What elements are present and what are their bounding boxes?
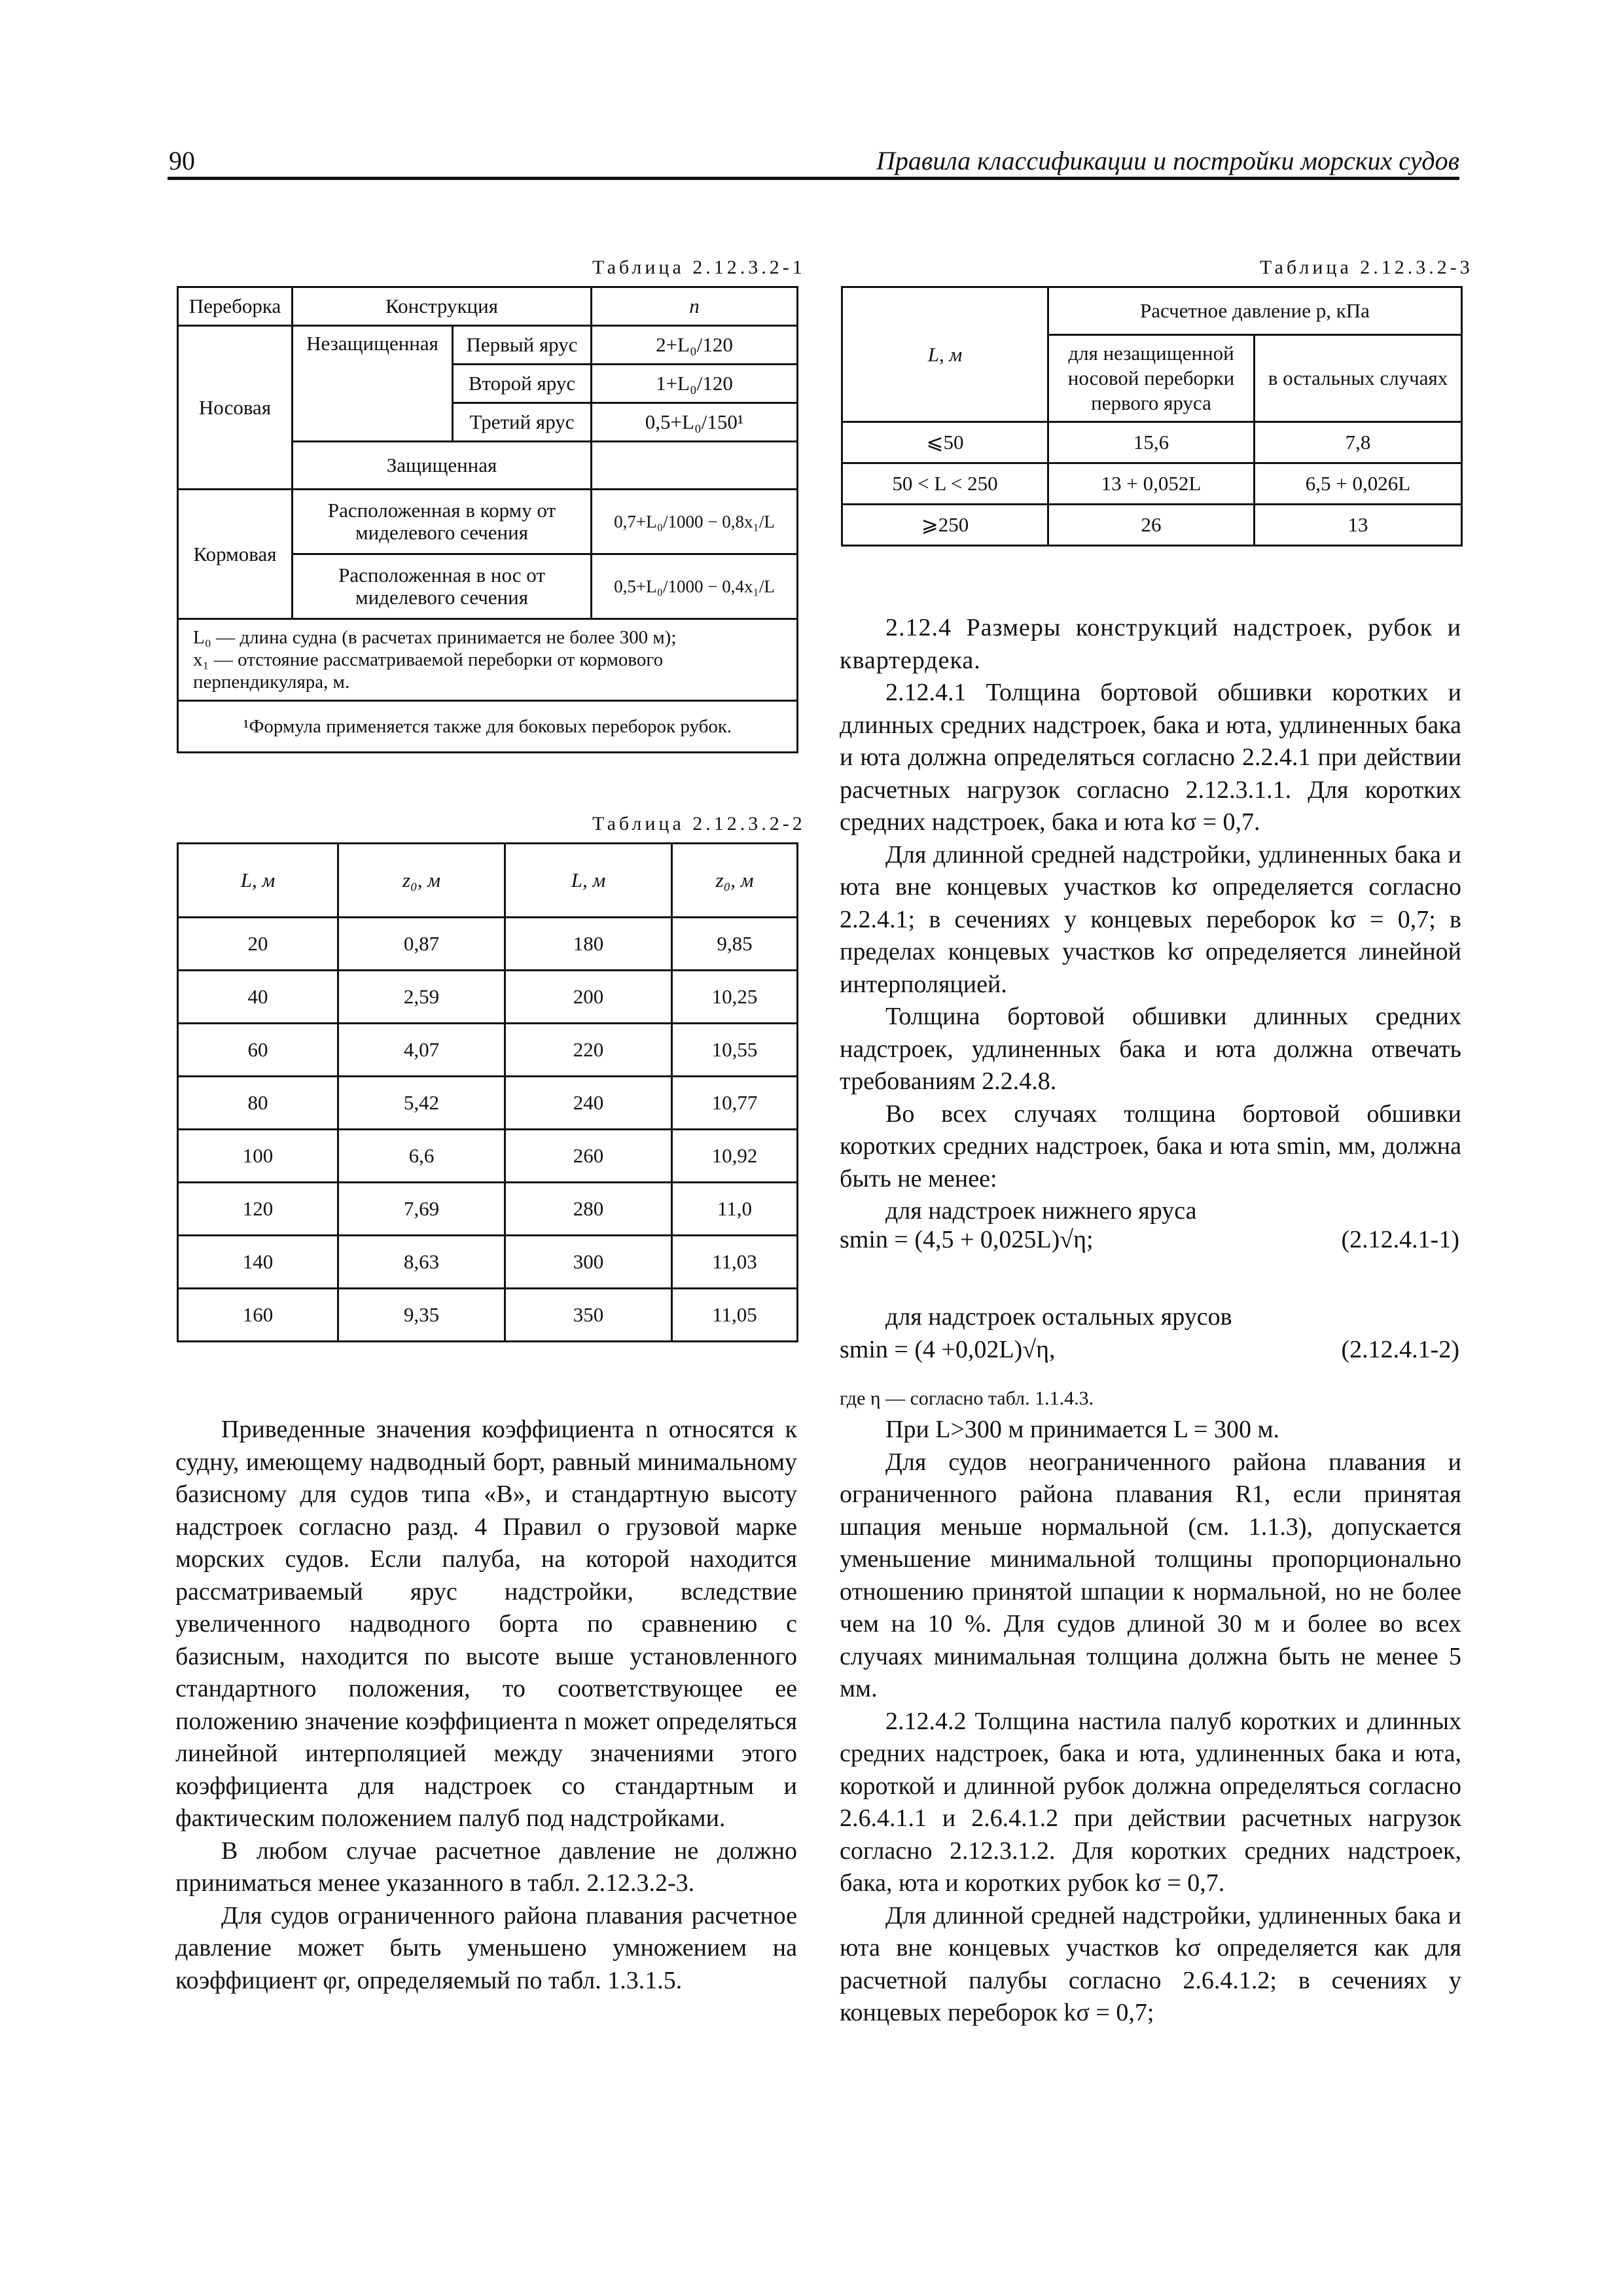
table-cell: 40 (178, 971, 338, 1024)
table-cell: Третий ярус (453, 403, 592, 442)
table-header-cell: Конструкция (293, 287, 592, 326)
where-note: где η — согласно табл. 1.1.4.3. (840, 1388, 1094, 1409)
table-cell: 20 (178, 918, 338, 971)
formula-2-number: (2.12.4.1-2) (1341, 1336, 1459, 1363)
section-heading: 2.12.4 Размеры конструкций надстроек, рубок и квартердека. (840, 614, 1461, 674)
table-cell: Первый ярус (453, 326, 592, 365)
table-cell: 6,5 + 0,026L (1255, 463, 1462, 505)
table-cell: 120 (178, 1183, 338, 1236)
table-2-12-3-2-2 (177, 842, 798, 1342)
table-cell: 15,6 (1048, 422, 1255, 463)
paragraph: Для судов неограниченного района плавания и ограниченного района плавания R1, если принятая шпация меньше нормальной (см. 1.1.3), допускается уменьшение минимальной толщины пропорционально отношению принятой шпации к нормальной, но не более чем на 10 %. Для судов длиной 30 м и более во всех случаях минимальная толщина должна быть не менее 5 мм. (840, 1448, 1461, 1702)
paragraph: Для длинной средней надстройки, удлиненных бака и юта вне концевых участков kσ определяется согласно 2.2.4.1; в сечениях у концевых переборок kσ = 0,7; в пределах концевых участков kσ определяется линейной интерполяцией. (840, 840, 1461, 998)
table-cell: Расположенная в нос от миделевого сечения (293, 554, 592, 619)
table-cell: Расположенная в корму от миделевого сечения (293, 490, 592, 554)
table-cell: 26 (1048, 505, 1255, 546)
table-header-cell: L, м (178, 844, 338, 918)
table-footnote: ¹Формула применяется также для боковых переборок рубок. (178, 701, 798, 753)
table-cell: 280 (505, 1183, 672, 1236)
table-row (842, 505, 1462, 546)
table-cell: 350 (505, 1289, 672, 1342)
table-row (178, 971, 798, 1024)
table-cell: 6,6 (338, 1130, 505, 1183)
table-header-cell: z₀, м (672, 844, 798, 918)
table-cell: 160 (178, 1289, 338, 1342)
formula-2-label: для надстроек остальных ярусов (885, 1303, 1232, 1331)
table-row (842, 422, 1462, 463)
table-cell: 11,03 (672, 1236, 798, 1289)
note-line: x₁ — отстояние рассматриваемой переборки от кормового перпендикуляра, м. (193, 649, 664, 692)
table-cell: 200 (505, 971, 672, 1024)
table-cell: 8,63 (338, 1236, 505, 1289)
table-cell: 80 (178, 1077, 338, 1130)
formula-1-number: (2.12.4.1-1) (1341, 1226, 1459, 1253)
table-cell: 300 (505, 1236, 672, 1289)
table-row (842, 463, 1462, 505)
table-cell: 11,0 (672, 1183, 798, 1236)
paragraph: Толщина бортовой обшивки длинных средних надстроек, удлиненных бака и юта должна отвечать требованиям 2.2.4.8. (840, 1003, 1461, 1095)
table-cell: 0,5+L₀/150¹ (592, 403, 798, 442)
paragraph: Для длинной средней надстройки, удлиненных бака и юта вне концевых участков kσ определяется как для расчетной палубы согласно 2.6.4.1.2; в сечениях у концевых переборок kσ = 0,7; (840, 1901, 1461, 2026)
table-cell: Кормовая (178, 490, 293, 619)
table-cell: ⩾250 (842, 505, 1048, 546)
table2-caption: Таблица 2.12.3.2-2 (592, 813, 806, 834)
right-text-column (840, 612, 1461, 1228)
header-rule (168, 177, 1459, 180)
table3-caption: Таблица 2.12.3.2-3 (1260, 257, 1473, 278)
table-cell: 11,05 (672, 1289, 798, 1342)
table-cell: 60 (178, 1024, 338, 1077)
table-cell: 140 (178, 1236, 338, 1289)
table-cell: 180 (505, 918, 672, 971)
formula-label: для надстроек нижнего яруса (885, 1197, 1197, 1225)
table-cell: Защищенная (293, 442, 592, 490)
table2-body (178, 918, 798, 1342)
table-cell: 13 (1255, 505, 1462, 546)
table-cell: 0,5+L₀/1000 − 0,4x₁/L (592, 554, 798, 619)
right-text-column-2 (840, 1414, 1461, 2030)
table-cell: 2,59 (338, 971, 505, 1024)
table-cell: 4,07 (338, 1024, 505, 1077)
paragraph: Во всех случаях толщина бортовой обшивки коротких средних надстроек, бака и юта smin, мм, должна быть не менее: (840, 1100, 1461, 1193)
table-cell: 0,7+L₀/1000 − 0,8x₁/L (592, 490, 798, 554)
table-cell: 7,69 (338, 1183, 505, 1236)
table-cell: 1+L₀/120 (592, 365, 798, 403)
table-header-cell: n (592, 287, 798, 326)
table-cell: 100 (178, 1130, 338, 1183)
running-title: Правила классификации и постройки морских судов (876, 146, 1459, 175)
table-row (178, 1183, 798, 1236)
table-header-cell: L, м (505, 844, 672, 918)
table-2-12-3-2-1 (177, 286, 798, 753)
table-cell: 10,92 (672, 1130, 798, 1183)
note-line: L₀ — длина судна (в расчетах принимается не более 300 м); (193, 627, 677, 648)
table-cell: Второй ярус (453, 365, 592, 403)
table3-body (842, 422, 1462, 546)
table-cell: ⩽50 (842, 422, 1048, 463)
table-row (178, 1077, 798, 1130)
page-number: 90 (169, 146, 195, 175)
table-row (178, 1130, 798, 1183)
table-row (178, 918, 798, 971)
table-cell: Носовая (178, 326, 293, 490)
table-note (178, 619, 798, 701)
paragraph: При L>300 м принимается L = 300 м. (885, 1416, 1280, 1443)
table-cell: 10,25 (672, 971, 798, 1024)
table-header-cell: для незащищенной носовой переборки первого яруса (1048, 335, 1255, 422)
table-cell: 50 < L < 250 (842, 463, 1048, 505)
table-cell: 9,35 (338, 1289, 505, 1342)
formula-2: smin = (4 +0,02L)√η, (840, 1336, 1056, 1363)
table-header-cell: в остальных случаях (1255, 335, 1462, 422)
table-cell (592, 442, 798, 490)
table-cell: 5,42 (338, 1077, 505, 1130)
paragraph: Приведенные значения коэффициента n относятся к судну, имеющему надводный борт, равный минимальному базисному для судов типа «В», и стандартную высоту надстроек согласно разд. 4 Правил о грузовой марке морских судов. Если палуба, на которой находится рассматриваемый ярус надстройки, вследствие увеличенного надводного борта по сравнению с базисным, находится по высоте выше установленного стандартного положения, то соответствующее ее положению значение коэффициента n может определяться линейной интерполяцией между значениями этого коэффициента для надстроек со стандартным и фактическим положением палуб под надстройками. (175, 1416, 797, 1832)
table-cell: 260 (505, 1130, 672, 1183)
table-cell: 240 (505, 1077, 672, 1130)
left-text-column (175, 1414, 797, 1997)
table-header-cell: z₀, м (338, 844, 505, 918)
table1-caption: Таблица 2.12.3.2-1 (592, 257, 806, 278)
table-cell: 10,77 (672, 1077, 798, 1130)
table-cell: 2+L₀/120 (592, 326, 798, 365)
paragraph: 2.12.4.1 Толщина бортовой обшивки коротких и длинных средних надстроек, бака и юта, удлиненных бака и юта должна определяться согласно 2.2.4.1 при действии расчетных нагрузок согласно 2.12.3.1.1. Для коротких средних надстроек, бака и юта kσ = 0,7. (840, 679, 1461, 836)
table-row (178, 1236, 798, 1289)
table-header-cell: Расчетное давление p, кПа (1048, 287, 1462, 335)
table-row (178, 1289, 798, 1342)
paragraph: Для судов ограниченного района плавания расчетное давление может быть уменьшено умножением на коэффициент φr, определяемый по табл. 1.3.1.5. (175, 1901, 797, 1994)
table-cell: 7,8 (1255, 422, 1462, 463)
table-header-cell: Переборка (178, 287, 293, 326)
paragraph: В любом случае расчетное давление не должно приниматься менее указанного в табл. 2.12.3.2-3. (175, 1837, 797, 1897)
table-cell: 220 (505, 1024, 672, 1077)
formula-1: smin = (4,5 + 0,025L)√η; (840, 1226, 1094, 1253)
table-cell: 9,85 (672, 918, 798, 971)
table-header-cell: L, м (842, 287, 1048, 422)
table-cell: 0,87 (338, 918, 505, 971)
paragraph: 2.12.4.2 Толщина настила палуб коротких и длинных средних надстроек, бака и юта, удлиненных бака и юта, короткой и длинной рубок должна определяться согласно 2.6.4.1.1 и 2.6.4.1.2 при действии расчетных нагрузок согласно 2.12.3.1.2. Для коротких средних надстроек, бака, юта и коротких рубок kσ = 0,7. (840, 1707, 1461, 1897)
table-cell: 13 + 0,052L (1048, 463, 1255, 505)
table-cell: 10,55 (672, 1024, 798, 1077)
table-row (178, 1024, 798, 1077)
table-2-12-3-2-3 (841, 286, 1463, 547)
table-cell: Незащищенная (293, 326, 453, 442)
